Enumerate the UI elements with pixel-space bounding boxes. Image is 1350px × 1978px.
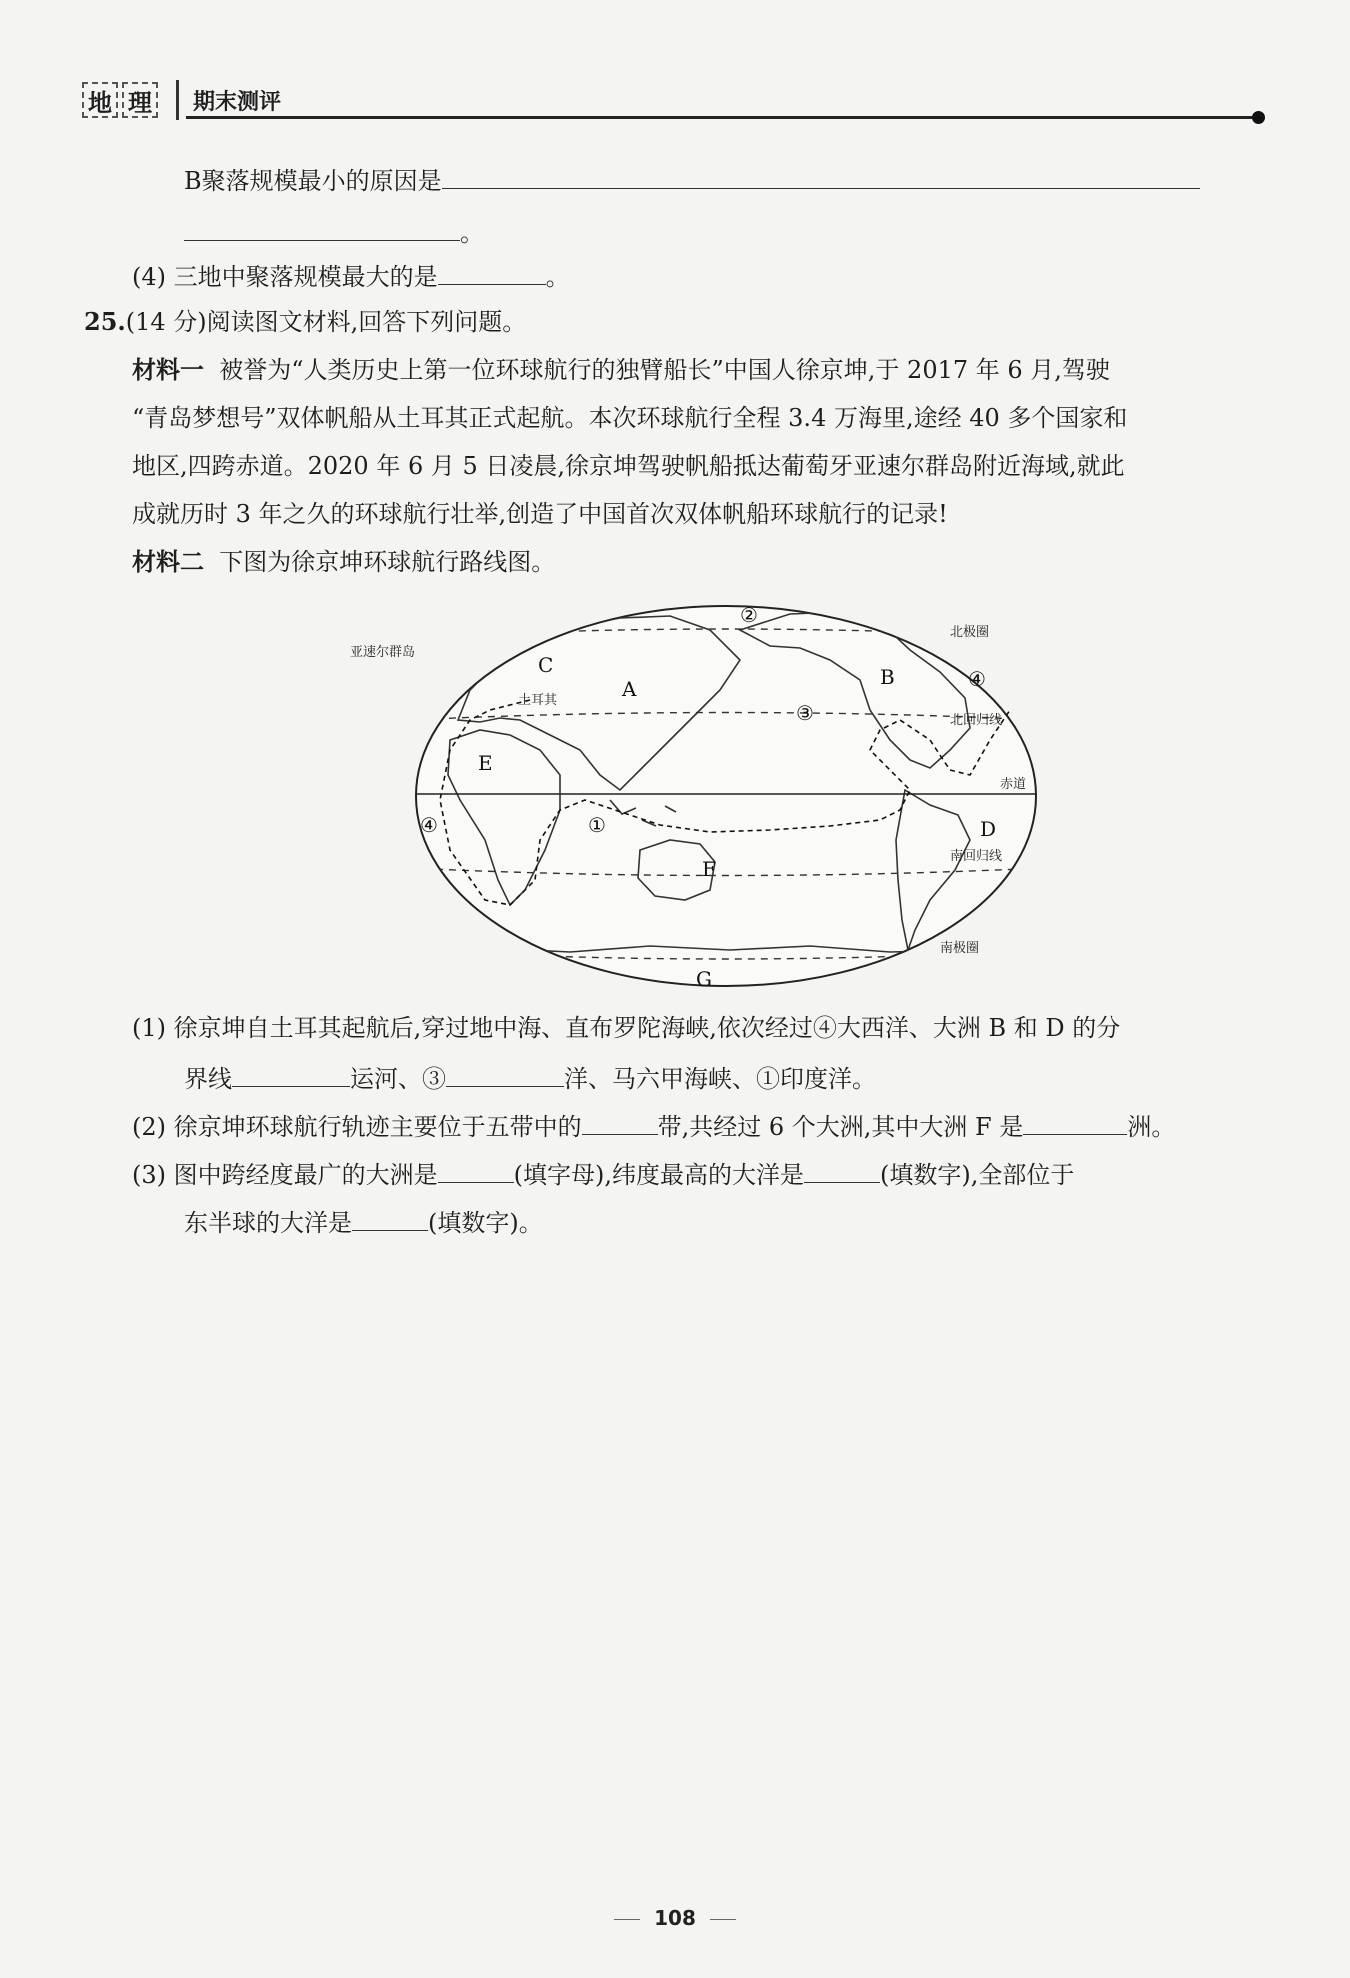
q25-sub1-line1	[132, 1012, 1120, 1044]
page-footer	[0, 1906, 1350, 1930]
question-number: 25.	[84, 307, 126, 336]
sub-text: 徐京坤环球航行轨迹主要位于五带中的	[173, 1113, 582, 1141]
sub-text: 三地中聚落规模最大的是	[173, 263, 438, 291]
antarctic-circle-label: 南极圈	[940, 941, 980, 956]
ocean-2-label: ②	[740, 603, 758, 627]
continent-g-label: G	[696, 967, 712, 991]
ocean-4-left-label: ④	[420, 813, 438, 837]
q24-b-reason-line	[184, 162, 1200, 197]
answer-blank[interactable]	[438, 258, 546, 285]
header-title: 期末测评	[193, 89, 282, 115]
material1-line2: “青岛梦想号”双体帆船从土耳其正式起航。本次环球航行全程 3.4 万海里,途经 40 多个国家和	[132, 404, 1128, 432]
q25-sub3-line1	[132, 1156, 1074, 1191]
sub-text: 界线	[184, 1065, 232, 1093]
header-separator	[176, 80, 179, 120]
sub-text: 洋、马六甲海峡、①印度洋。	[564, 1065, 876, 1093]
sub-text: 徐京坤自土耳其起航后,穿过地中海、直布罗陀海峡,依次经过④大西洋、大洲 B 和 D 的分	[173, 1014, 1121, 1042]
material2-label: 材料二	[132, 547, 204, 576]
header-rule-dot	[1252, 111, 1265, 124]
sub-text: 带,共经过 6 个大洲,其中大洲 F 是	[657, 1113, 1024, 1141]
sub-text: 图中跨经度最广的大洲是	[173, 1161, 438, 1189]
end-period: 。	[460, 219, 484, 247]
sub-number: (3)	[132, 1161, 166, 1189]
answer-blank[interactable]	[446, 1060, 564, 1087]
q24-sub4	[132, 258, 570, 293]
subject-char-1: 地	[82, 82, 118, 118]
ocean-4-right-label: ④	[968, 667, 986, 691]
page-header	[82, 80, 281, 120]
sub-text: 东半球的大洋是	[184, 1209, 352, 1237]
sub-number: (1)	[132, 1014, 166, 1042]
material2-line	[132, 546, 555, 578]
sub-text: (填数字),全部位于	[880, 1161, 1075, 1189]
answer-blank[interactable]	[352, 1204, 428, 1231]
material1-text: 被誉为“人类历史上第一位环球航行的独臂船长”中国人徐京坤,于 2017 年 6 月,驾驶	[219, 356, 1110, 384]
sub-text: (填数字)。	[428, 1209, 543, 1237]
q25-sub1-line2	[184, 1060, 876, 1095]
continent-b-label: B	[880, 665, 895, 689]
ocean-3-label: ③	[796, 701, 814, 725]
tropic-cancer-label: 北回归线	[950, 713, 1003, 728]
ocean-1-label: ①	[588, 813, 606, 837]
q25-sub2	[132, 1108, 1175, 1143]
answer-blank[interactable]	[184, 214, 460, 241]
continent-a-label: A	[622, 677, 637, 701]
answer-blank[interactable]	[232, 1060, 350, 1087]
footer-dash-left	[614, 1919, 640, 1921]
answer-blank[interactable]	[804, 1156, 880, 1183]
footer-dash-right	[710, 1919, 736, 1921]
q25-sub3-line2	[184, 1204, 543, 1239]
sub-number: (2)	[132, 1113, 166, 1141]
sub-text: 运河、③	[350, 1065, 446, 1093]
q25-intro	[84, 306, 526, 338]
page-number: 108	[654, 1906, 696, 1930]
equator-label: 赤道	[1000, 777, 1027, 792]
material1-line1	[132, 354, 1110, 386]
sub-text: 洲。	[1127, 1113, 1176, 1141]
turkey-label: 土耳其	[518, 693, 558, 708]
continent-f-label: F	[702, 857, 716, 881]
sub-text: (填字母),纬度最高的大洋是	[513, 1161, 804, 1189]
material1-line4: 成就历时 3 年之久的环球航行壮举,创造了中国首次双体帆船环球航行的记录!	[132, 500, 948, 528]
answer-blank[interactable]	[442, 162, 1200, 189]
continent-c-label: C	[538, 653, 554, 677]
map-frame	[416, 606, 1036, 986]
tropic-capricorn-label: 南回归线	[950, 849, 1003, 864]
material2-text: 下图为徐京坤环球航行路线图。	[219, 548, 556, 576]
arctic-circle-label: 北极圈	[950, 625, 990, 640]
azores-label: 亚速尔群岛	[350, 645, 416, 660]
header-rule	[186, 116, 1258, 119]
world-route-map	[350, 600, 1042, 992]
continent-d-label: D	[980, 817, 997, 841]
subject-char-2: 理	[122, 82, 158, 118]
sub-number: (4)	[132, 263, 166, 291]
question-intro: (14 分)阅读图文材料,回答下列问题。	[125, 308, 527, 336]
end-period: 。	[545, 263, 570, 291]
q24-b-reason-line2	[184, 214, 484, 249]
answer-blank[interactable]	[582, 1108, 658, 1135]
continent-e-label: E	[478, 751, 493, 775]
answer-blank[interactable]	[1023, 1108, 1127, 1135]
material1-line3: 地区,四跨赤道。2020 年 6 月 5 日凌晨,徐京坤驾驶帆船抵达葡萄牙亚速尔群岛附近海域,就此	[132, 452, 1125, 480]
answer-blank[interactable]	[438, 1156, 514, 1183]
material1-label: 材料一	[132, 355, 204, 384]
b-reason-prompt: B聚落规模最小的原因是	[184, 167, 442, 195]
